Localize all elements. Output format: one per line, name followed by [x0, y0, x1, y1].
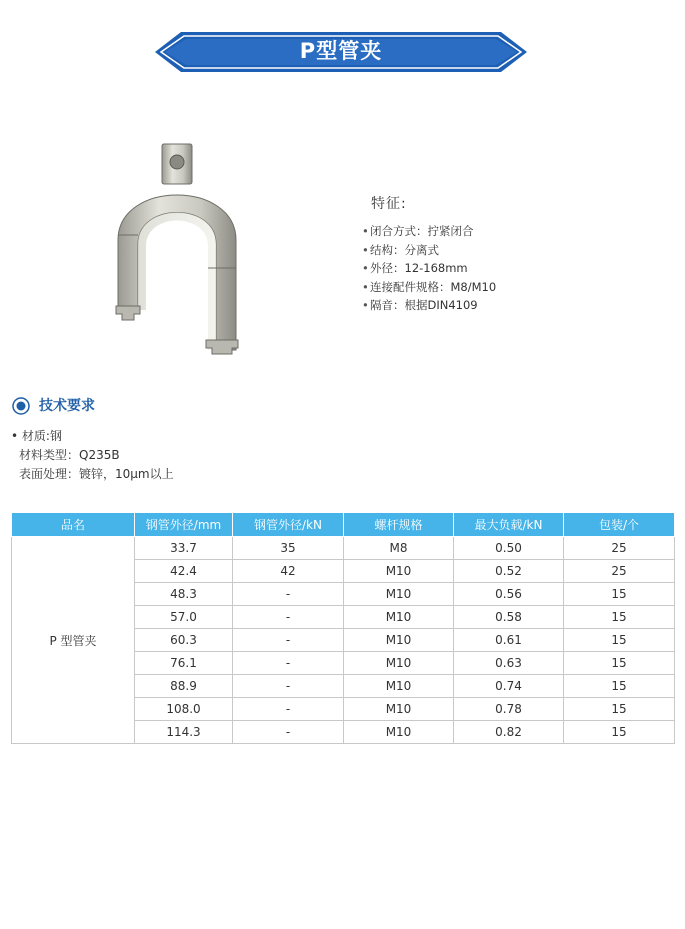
table-cell: 76.1: [135, 652, 233, 675]
table-cell: -: [233, 629, 344, 652]
header-name: 品名: [12, 513, 135, 537]
table-cell: 25: [564, 560, 675, 583]
table-cell: M10: [344, 698, 454, 721]
table-cell: 15: [564, 698, 675, 721]
radio-circle-icon: [12, 397, 30, 415]
title-banner: [155, 30, 527, 74]
bullet-icon: •: [362, 242, 369, 257]
spec-table: [11, 512, 675, 744]
table-cell: M10: [344, 629, 454, 652]
table-cell: 0.82: [454, 721, 564, 744]
material-type-line: 材料类型：Q235B: [19, 448, 120, 462]
feature-item: •隔音：根据DIN4109: [362, 296, 496, 315]
table-cell: M10: [344, 721, 454, 744]
tech-title: 技术要求: [39, 398, 95, 414]
table-cell: 15: [564, 583, 675, 606]
table-cell: 0.74: [454, 675, 564, 698]
product-image: [108, 140, 250, 358]
table-cell: 42: [233, 560, 344, 583]
bullet-icon: •: [11, 429, 22, 443]
table-cell: 0.58: [454, 606, 564, 629]
table-cell: 15: [564, 652, 675, 675]
table-cell: -: [233, 652, 344, 675]
table-cell: 0.78: [454, 698, 564, 721]
features-section: [362, 193, 496, 315]
bullet-icon: •: [362, 261, 369, 275]
table-cell: 0.56: [454, 583, 564, 606]
feature-item: •结构：分离式: [362, 241, 496, 260]
table-cell: 42.4: [135, 560, 233, 583]
header-od-kn: 钢管外径/kN: [233, 513, 344, 537]
table-cell: 108.0: [135, 698, 233, 721]
table-cell: -: [233, 698, 344, 721]
bullet-icon: •: [362, 298, 369, 312]
material-line: • 材质:钢: [11, 429, 62, 443]
table-cell: -: [233, 606, 344, 629]
product-name-cell: P 型管夹: [12, 537, 135, 744]
table-cell: M10: [344, 606, 454, 629]
table-cell: M10: [344, 583, 454, 606]
table-cell: M10: [344, 560, 454, 583]
table-cell: -: [233, 583, 344, 606]
pipe-clamp-illustration: [108, 140, 250, 358]
page-title: P型管夹: [299, 39, 383, 63]
table-header-row: [12, 513, 675, 537]
table-cell: 0.63: [454, 652, 564, 675]
table-cell: M8: [344, 537, 454, 560]
table-cell: 57.0: [135, 606, 233, 629]
bullet-icon: •: [362, 224, 369, 238]
header-rod: 螺杆规格: [344, 513, 454, 537]
table-cell: 35: [233, 537, 344, 560]
table-cell: 0.50: [454, 537, 564, 560]
header-package: 包装/个: [564, 513, 675, 537]
feature-item: •闭合方式：拧紧闭合: [362, 222, 496, 241]
bullet-icon: •: [362, 279, 369, 294]
table-cell: 15: [564, 606, 675, 629]
table-row: [12, 537, 675, 560]
feature-item: •连接配件规格：M8/M10: [362, 278, 496, 297]
table-cell: -: [233, 675, 344, 698]
table-cell: 15: [564, 675, 675, 698]
table-cell: 0.61: [454, 629, 564, 652]
header-od-mm: 钢管外径/mm: [135, 513, 233, 537]
surface-line: 表面处理：镀锌，10μm以上: [19, 467, 174, 481]
features-title: 特征:: [371, 196, 407, 212]
header-max-load: 最大负载/kN: [454, 513, 564, 537]
table-cell: 88.9: [135, 675, 233, 698]
table-cell: -: [233, 721, 344, 744]
table-cell: 48.3: [135, 583, 233, 606]
table-cell: M10: [344, 675, 454, 698]
table-cell: 60.3: [135, 629, 233, 652]
table-cell: 25: [564, 537, 675, 560]
requirements-list: [11, 427, 174, 484]
table-cell: 114.3: [135, 721, 233, 744]
table-cell: 33.7: [135, 537, 233, 560]
feature-item: •外径：12-168mm: [362, 259, 496, 278]
table-cell: M10: [344, 652, 454, 675]
table-cell: 15: [564, 721, 675, 744]
table-cell: 15: [564, 629, 675, 652]
table-cell: 0.52: [454, 560, 564, 583]
